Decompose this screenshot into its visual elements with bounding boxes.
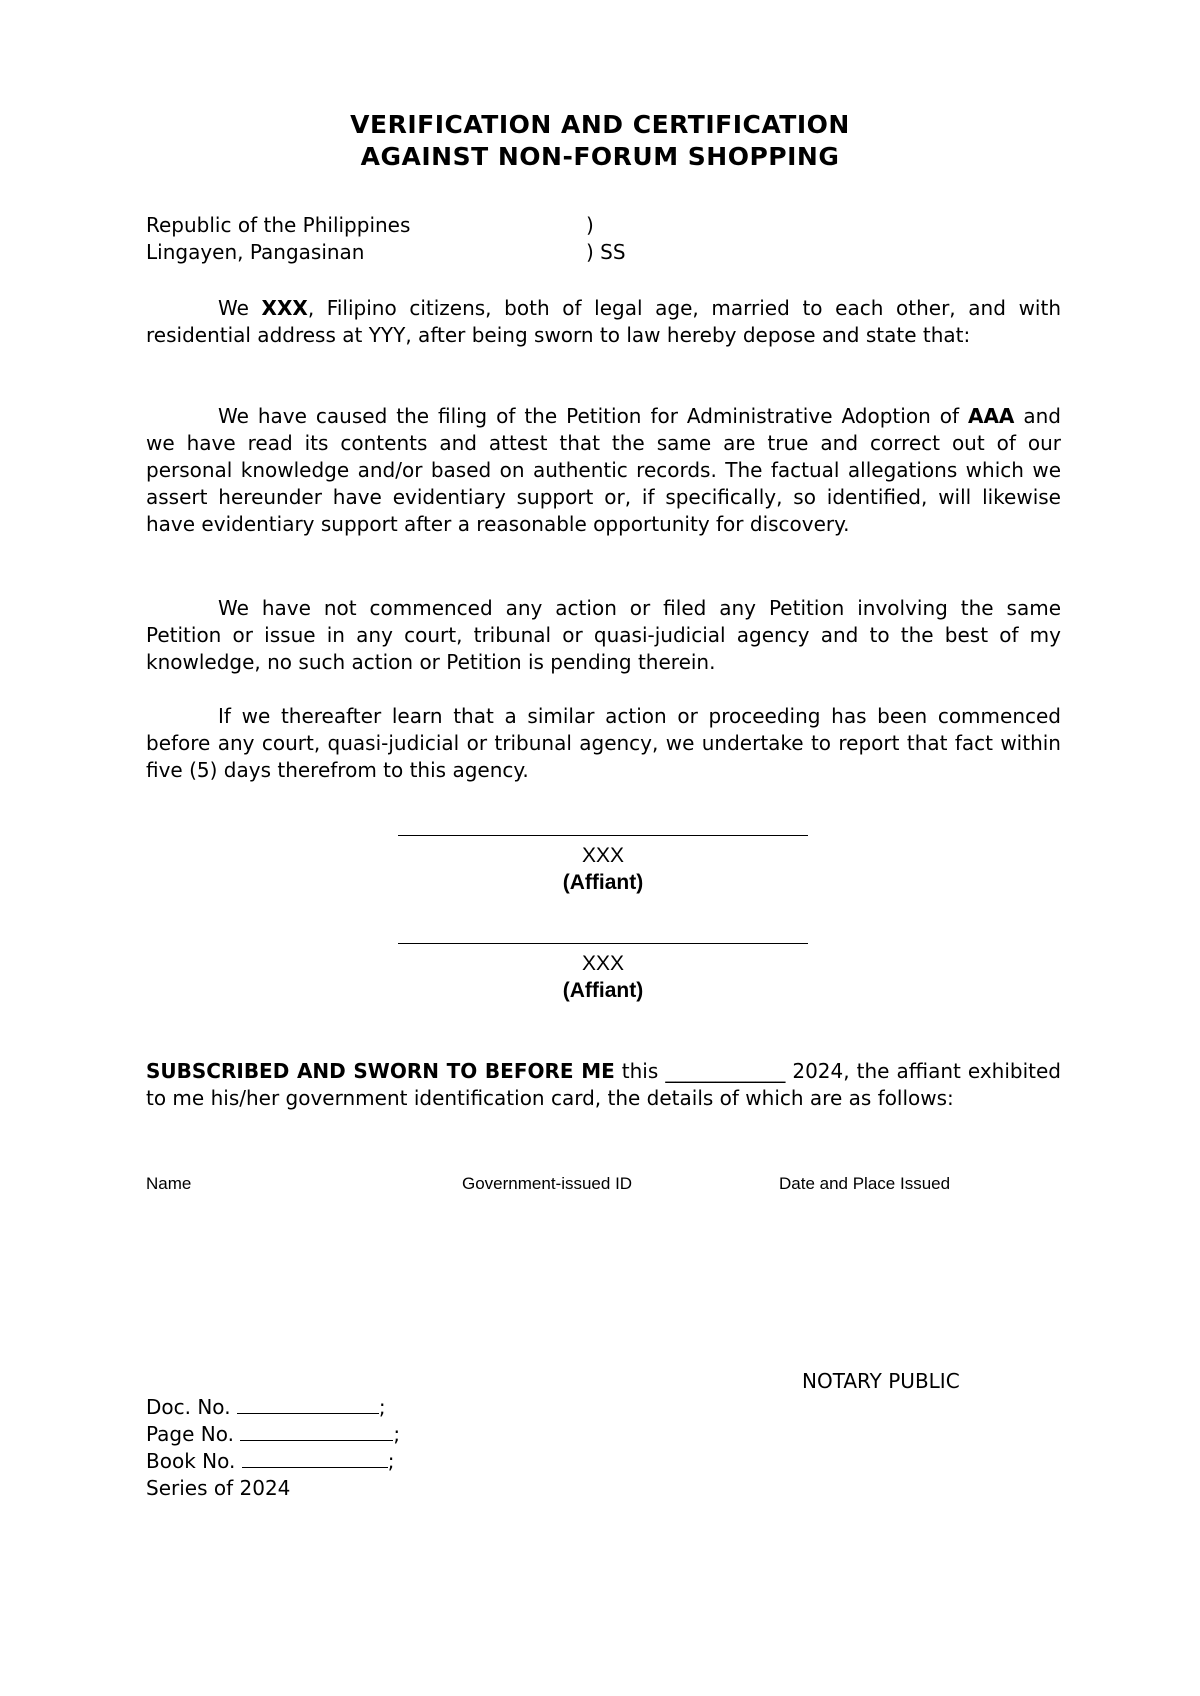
id-table-header	[146, 1174, 1046, 1202]
date-blank: ____________	[665, 1059, 786, 1083]
page-no-blank	[240, 1422, 393, 1441]
series-line: Series of 2024	[146, 1476, 291, 1500]
venue-block	[146, 212, 626, 266]
jurat-paragraph: SUBSCRIBED AND SWORN TO BEFORE ME this ____________ 2024, the affiant exhibited to me his/her government identification card, the details of which are as follows:	[146, 1059, 1061, 1110]
book-no-blank	[242, 1449, 388, 1468]
id-col-date-place: Date and Place Issued	[779, 1174, 951, 1193]
signatory-name: XXX	[581, 952, 625, 975]
doc-no-blank	[237, 1395, 379, 1414]
adoptee-name: AAA	[967, 404, 1015, 428]
venue-ss: ) SS	[586, 240, 626, 264]
undertaking-paragraph: If we thereafter learn that a similar action or proceeding has been commenced before any court, quasi-judicial or tribunal agency, we undertake to report that fact within five (5) days therefrom to this agency.	[146, 704, 1061, 782]
signature-block-1	[398, 835, 808, 896]
signatory-role: (Affiant)	[562, 979, 644, 1002]
no-action-paragraph: We have not commenced any action or filed any Petition involving the same Petition or issue in any court, tribunal or quasi-judicial agency and to the best of my knowledge, no such action or Petition is pending therein.	[146, 596, 1061, 674]
signature-line	[398, 943, 808, 944]
notarial-register	[146, 1394, 400, 1502]
affiants-name: XXX	[261, 296, 308, 320]
signature-block-2	[398, 943, 808, 1004]
venue-city: Lingayen, Pangasinan	[146, 240, 365, 264]
id-col-gov-id: Government-issued ID	[462, 1174, 633, 1193]
notary-public-label: NOTARY PUBLIC	[802, 1369, 960, 1393]
affiants-paragraph: We XXX, Filipino citizens, both of legal age, married to each other, and with residential address at YYY, after being sworn to law hereby depose and state that:	[146, 296, 1062, 347]
document-title-line1: VERIFICATION AND CERTIFICATION	[350, 110, 850, 139]
book-no-line: Book No. ;	[146, 1449, 395, 1473]
page-no-line: Page No. ;	[146, 1422, 401, 1446]
signatory-name: XXX	[581, 844, 625, 867]
jurat-lead: SUBSCRIBED AND SWORN TO BEFORE ME	[146, 1059, 615, 1083]
venue-bracket: )	[586, 213, 594, 237]
document-title-line2: AGAINST NON-FORUM SHOPPING	[360, 142, 840, 171]
signatory-role: (Affiant)	[562, 871, 644, 894]
signature-line	[398, 835, 808, 836]
id-col-name: Name	[146, 1174, 192, 1193]
petition-paragraph: We have caused the filing of the Petition for Administrative Adoption of AAA and we have read its contents and attest that the same are true and correct out of our personal knowledge and/or based on authentic records. The factual allegations which we assert hereunder have evidentiary support or, if specifically, so identified, will likewise have evidentiary support after a reasonable opportunity for discovery.	[146, 404, 1062, 536]
venue-country: Republic of the Philippines	[146, 213, 411, 237]
doc-no-line: Doc. No. ;	[146, 1395, 386, 1419]
